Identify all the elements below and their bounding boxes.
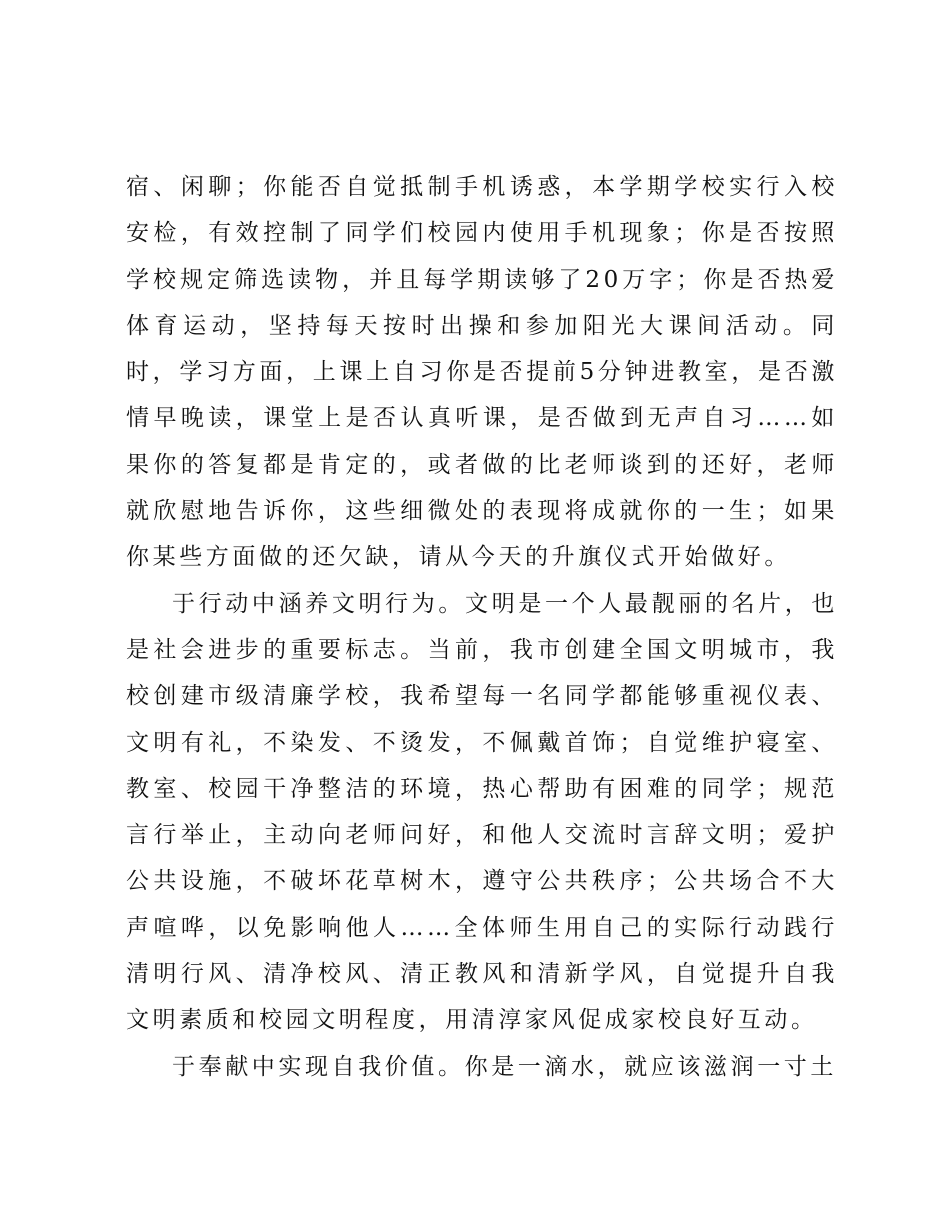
paragraph-civilized-behavior: 于行动中涵养文明行为。文明是一个人最靓丽的名片，也是社会进步的重要标志。当前，我市创建全国文明城市，我校创建市级清廉学校，我希望每一名同学都能够重视仪表、文明有礼，不染发、不烫发，不佩戴首饰；自觉维护寝室、教室、校园干净整洁的环境，热心帮助有困难的同学；规范言行举止，主动向老师问好，和他人交流时言辞文明；爱护公共设施，不破坏花草树木，遵守公共秩序；公共场合不大声喧哗，以免影响他人……全体师生用自己的实际行动践行清明行风、清净校风、清正教风和清新学风，自觉提升自我文明素质和校园文明程度，用清淳家风促成家校良好互动。 (126, 590, 838, 1034)
paragraph-self-value: 于奉献中实现自我价值。你是一滴水，就应该滋润一寸土 (172, 1053, 837, 1080)
paragraph-continued-discipline: 宿、闲聊；你能否自觉抵制手机诱惑，本学期学校实行入校安检，有效控制了同学们校园内使用手机现象；你是否按照学校规定筛选读物，并且每学期读够了20万字；你是否热爱体育运动，坚持每天按时出操和参加阳光大课间活动。同时，学习方面，上课上自习你是否提前5分钟进教室，是否激情早晚读，课堂上是否认真听课，是否做到无声自习……如果你的答复都是肯定的，或者做的比老师谈到的还好，老师就欣慰地告诉你，这些细微处的表现将成就你的一生；如果你某些方面做的还欠缺，请从今天的升旗仪式开始做好。 (126, 174, 838, 571)
body-text (126, 164, 838, 1090)
